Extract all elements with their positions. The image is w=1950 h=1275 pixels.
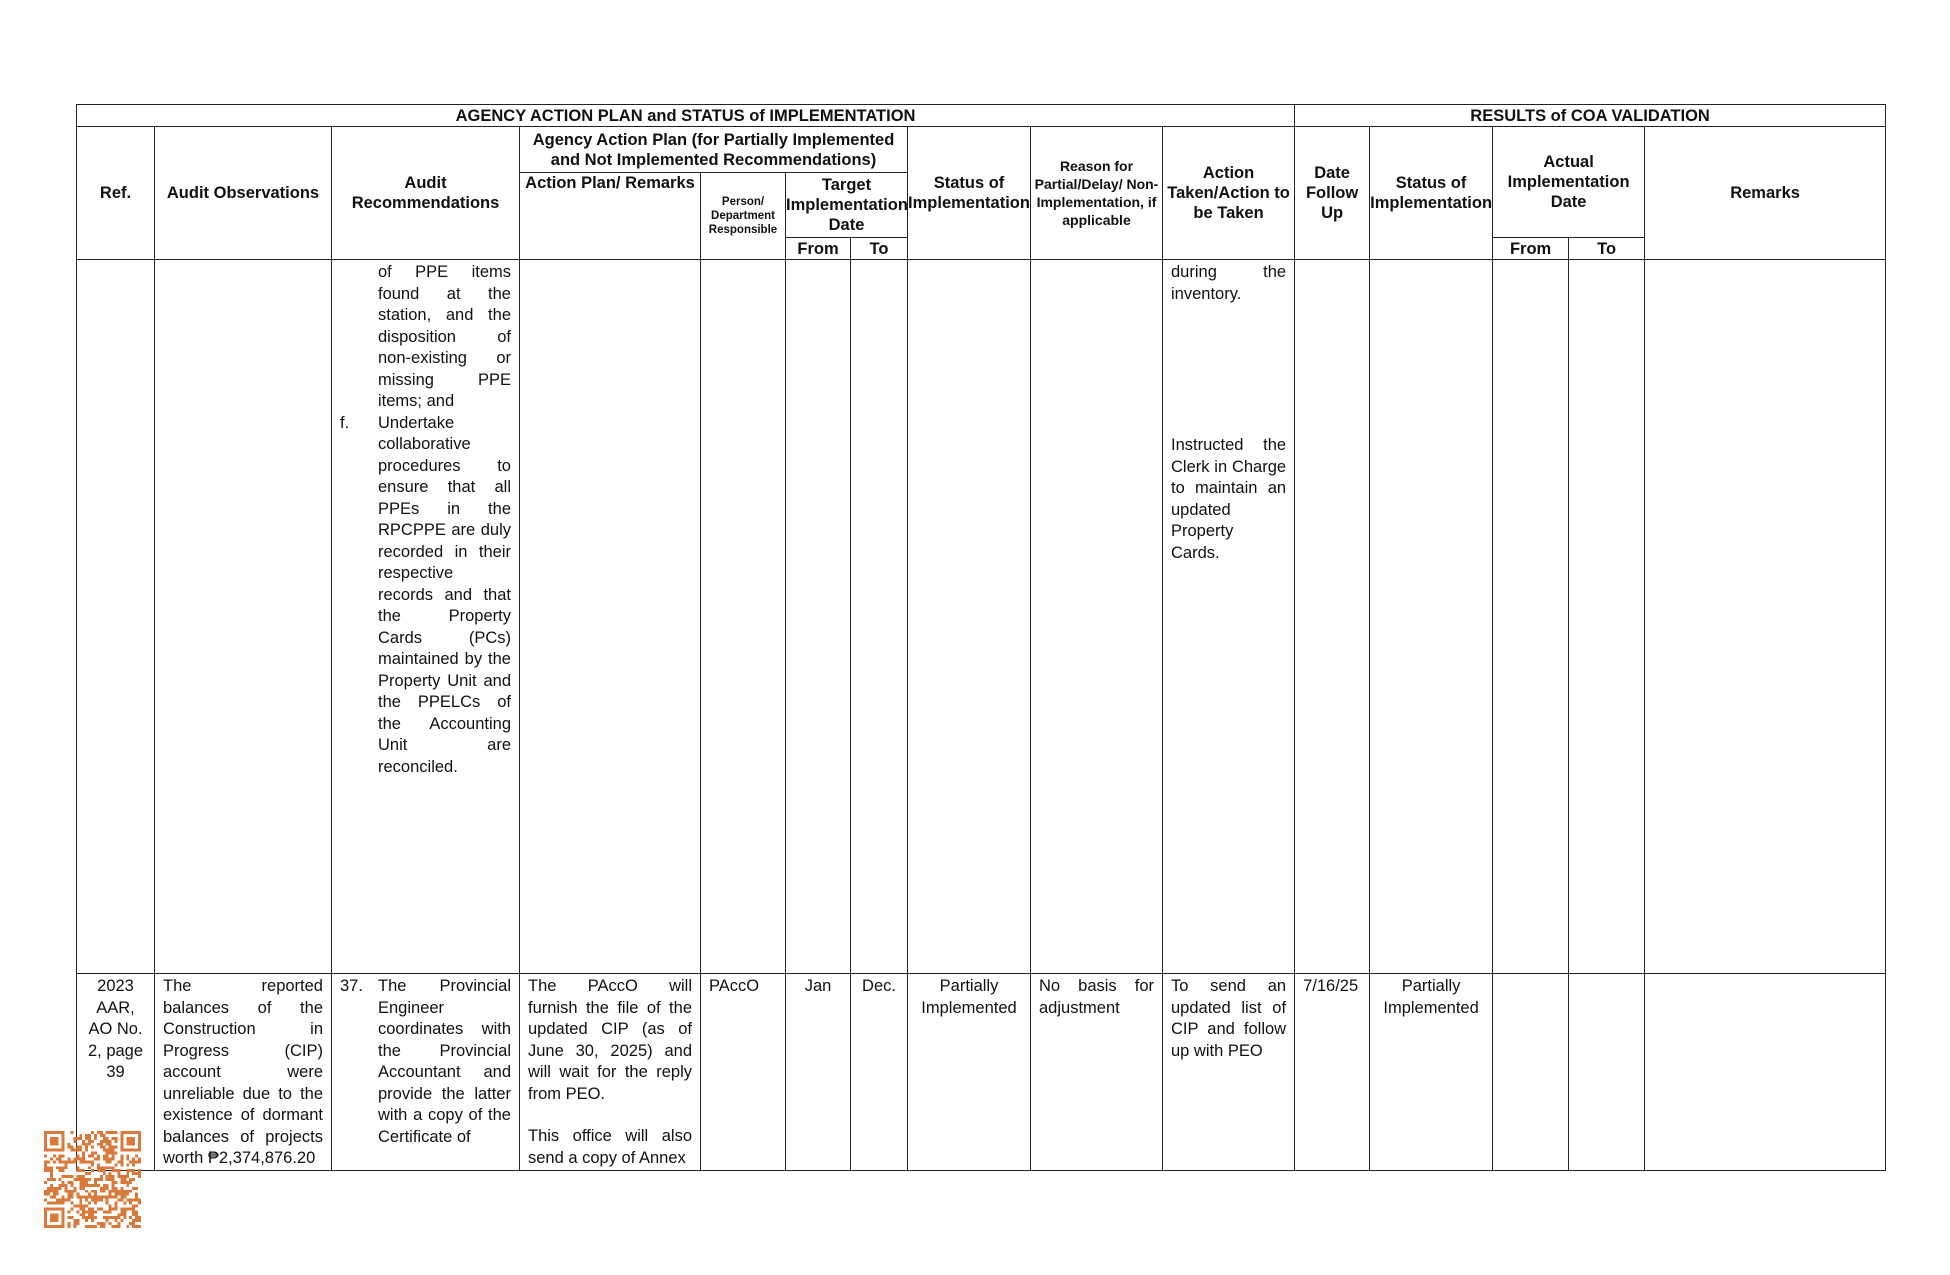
status-cell: [908, 974, 1031, 1171]
qr-code-icon: [44, 1131, 141, 1228]
date-follow-up-header: Date Follow Up: [1295, 127, 1370, 260]
action-taken-cell: [1163, 974, 1295, 1171]
observation-text: The reported balances of the Construction in Progress (CIP) account were unreliable due to the existence of dormant balances of projects worth ₱2,374,876.20: [163, 977, 323, 1167]
recommendation-text: The Provincial Engineer coordinates with the Provincial Accountant and provide the latter with a copy of the Certificate of: [378, 977, 511, 1146]
target-to-header: To: [851, 238, 908, 260]
action-plan-group-header: Agency Action Plan (for Partially Implemented and Not Implemented Recommendations): [520, 127, 908, 173]
reason-cell: [1031, 260, 1163, 974]
date-follow-up-text: 7/16/25: [1303, 977, 1359, 995]
reason-text: No basis for adjustment: [1039, 977, 1154, 1017]
person-cell: [701, 974, 786, 1171]
coa-status-header: Status of Implementation: [1370, 127, 1493, 260]
recommendation-letter: f.: [340, 413, 350, 432]
date-follow-up-cell: [1295, 974, 1370, 1171]
target-to-text: Dec.: [862, 977, 896, 995]
table-row: [77, 974, 1886, 1171]
actual-to-cell: [1569, 974, 1645, 1171]
actual-to-text: [1569, 974, 1644, 976]
status-text: Partially Implemented: [921, 977, 1017, 1017]
actual-to-cell: [1569, 260, 1645, 974]
action-taken-text-2: Instructed the Clerk in Charge to maintain an updated Property Cards.: [1171, 436, 1287, 562]
remarks-header: Remarks: [1645, 127, 1886, 260]
remarks-text: [1645, 974, 1885, 976]
audit-observations-header: Audit Observations: [155, 127, 332, 260]
person-responsible-header: Person/ Department Responsible: [701, 173, 786, 260]
recommendation-continued: of PPE items found at the station, and the disposition of non-existing or missing PPE items; and: [378, 263, 511, 410]
table-row: [77, 260, 1886, 974]
date-follow-up-cell: [1295, 260, 1370, 974]
target-from-header: From: [786, 238, 851, 260]
status-implementation-header: Status of Implementation: [908, 127, 1031, 260]
target-to-cell: [851, 974, 908, 1171]
person-cell: [701, 260, 786, 974]
coa-group-header: RESULTS of COA VALIDATION: [1295, 105, 1886, 127]
audit-recommendations-header: Audit Recommendations: [332, 127, 520, 260]
ref-header: Ref.: [77, 127, 155, 260]
agency-group-header: AGENCY ACTION PLAN and STATUS of IMPLEMENTATION: [77, 105, 1295, 127]
target-from-cell: [786, 974, 851, 1171]
coa-status-cell: [1370, 260, 1493, 974]
status-cell: [908, 260, 1031, 974]
reason-header: Reason for Partial/Delay/ Non-Implementation, if applicable: [1031, 127, 1163, 260]
recommendation-number: 37.: [340, 977, 363, 995]
action-taken-text-1: during the inventory.: [1171, 263, 1287, 303]
remarks-cell: [1645, 260, 1886, 974]
person-text: PAccO: [709, 977, 760, 995]
actual-date-header: Actual Implementation Date: [1493, 127, 1645, 238]
actual-to-header: To: [1569, 238, 1645, 260]
recommendation-cell: [332, 974, 520, 1171]
ref-cell: [77, 260, 155, 974]
action-plan-cell: [520, 260, 701, 974]
recommendation-cell: [332, 260, 520, 974]
target-date-header: Target Implementation Date: [786, 173, 908, 238]
observation-cell: [155, 974, 332, 1171]
remarks-cell: [1645, 974, 1886, 1171]
action-plan-text-1: The PAccO will furnish the file of the updated CIP (as of June 30, 2025) and will wait for the reply from PEO.: [528, 977, 692, 1103]
target-to-cell: [851, 260, 908, 974]
actual-from-cell: [1493, 260, 1569, 974]
action-plan-table: [76, 104, 1886, 1171]
action-taken-text: To send an updated list of CIP and follow up with PEO: [1171, 977, 1287, 1060]
target-from-cell: [786, 260, 851, 974]
actual-from-cell: [1493, 974, 1569, 1171]
actual-from-text: [1493, 974, 1568, 976]
coa-status-text: Partially Implemented: [1383, 977, 1479, 1017]
recommendation-f: Undertake collaborative procedures to ensure that all PPEs in the RPCPPE are duly recorded in their respective records and that the Property Cards (PCs) maintained by the Property Unit and the PPELCs of the Accounting Unit are reconciled.: [378, 413, 511, 776]
target-from-text: Jan: [804, 977, 832, 995]
coa-status-cell: [1370, 974, 1493, 1171]
action-plan-text-2: This office will also send a copy of Annex: [528, 1127, 692, 1167]
action-plan-remarks-header: Action Plan/ Remarks: [520, 173, 701, 260]
actual-from-header: From: [1493, 238, 1569, 260]
action-taken-cell: [1163, 260, 1295, 974]
observation-cell: [155, 260, 332, 974]
ref-text: 2023 AAR, AO No. 2, page 39: [87, 977, 144, 1081]
reason-cell: [1031, 974, 1163, 1171]
action-taken-header: Action Taken/Action to be Taken: [1163, 127, 1295, 260]
action-plan-cell: [520, 974, 701, 1171]
